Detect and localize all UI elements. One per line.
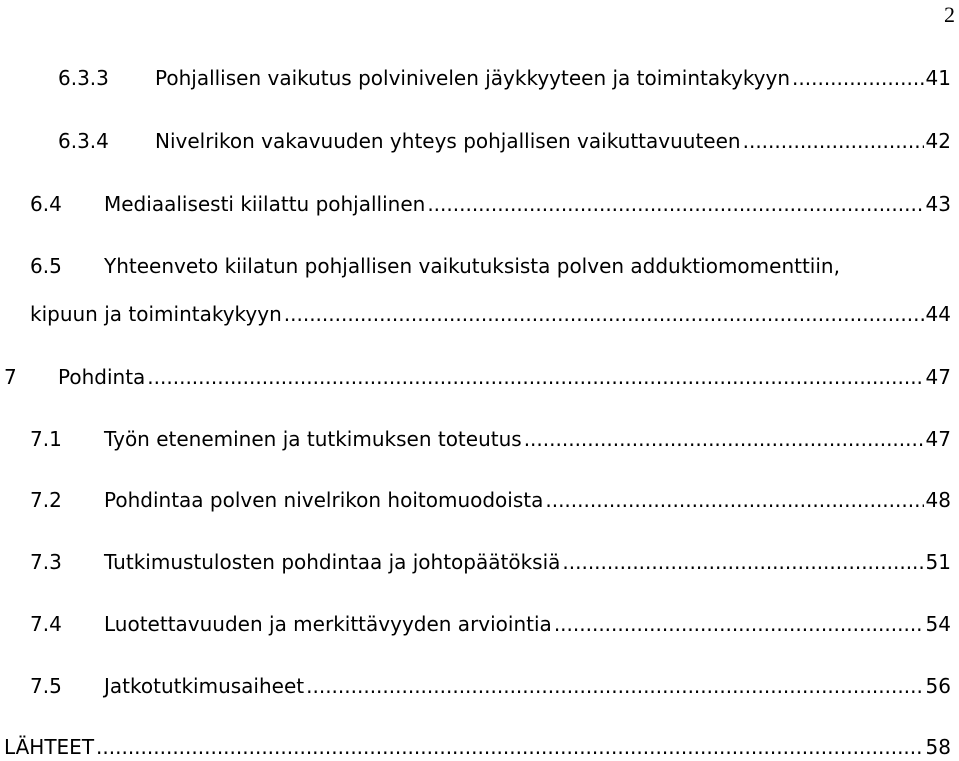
- toc-dot-leader: [545, 486, 923, 514]
- toc-entry-7-4[interactable]: [30, 610, 951, 638]
- toc-entry-number: 7.4: [30, 612, 62, 636]
- toc-entry-title: Pohdintaa polven nivelrikon hoitomuodoista: [104, 488, 544, 512]
- toc-entry-page: 54: [925, 612, 951, 636]
- toc-dot-leader: [524, 425, 924, 453]
- toc-dot-leader: [562, 548, 923, 576]
- toc-entry-7-1[interactable]: [30, 425, 951, 453]
- toc-entry-number: 6.4: [30, 192, 62, 216]
- toc-entry-number: 6.3.3: [58, 66, 109, 90]
- toc-entry-7-3[interactable]: [30, 548, 951, 576]
- toc-entry-page: 41: [925, 66, 951, 90]
- toc-entry-number: 7.5: [30, 674, 62, 698]
- toc-entry-title: Pohjallisen vaikutus polvinivelen jäykkyyteen ja toimintakykyyn: [155, 66, 791, 90]
- toc-entry-page: 48: [925, 488, 951, 512]
- toc-entry-title: Jatkotutkimusaiheet: [104, 674, 305, 698]
- toc-entry-6-3-4[interactable]: [58, 127, 951, 155]
- toc-entry-6-5-line1[interactable]: [30, 252, 840, 280]
- toc-entry-6-3-3[interactable]: [58, 64, 951, 92]
- toc-entry-number: 7.1: [30, 427, 62, 451]
- toc-entry-page: 44: [925, 302, 951, 326]
- toc-entry-6-4[interactable]: [30, 190, 951, 218]
- toc-entry-number: 7.3: [30, 550, 62, 574]
- toc-entry-title: Työn eteneminen ja tutkimuksen toteutus: [104, 427, 522, 451]
- toc-dot-leader: [306, 672, 923, 700]
- toc-dot-leader: [743, 127, 924, 155]
- toc-entry-title: Yhteenveto kiilatun pohjallisen vaikutuksista polven adduktiomomenttiin,: [104, 254, 840, 278]
- toc-dot-leader: [284, 300, 924, 328]
- toc-entry-page: 51: [925, 550, 951, 574]
- toc-dot-leader: [554, 610, 924, 638]
- toc-entry-6-5-line2[interactable]: [30, 300, 951, 328]
- toc-entry-title: Luotettavuuden ja merkittävyyden arviointia: [104, 612, 552, 636]
- toc-entry-7-2[interactable]: [30, 486, 951, 514]
- toc-entry-title: Tutkimustulosten pohdintaa ja johtopäätöksiä: [104, 550, 561, 574]
- toc-dot-leader: [147, 363, 923, 391]
- toc-dot-leader: [427, 190, 923, 218]
- toc-entry-page: 47: [925, 365, 951, 389]
- toc-entry-number: 6.3.4: [58, 129, 109, 153]
- toc-entry-page: 47: [925, 427, 951, 451]
- toc-entry-title: Mediaalisesti kiilattu pohjallinen: [104, 192, 426, 216]
- toc-entry-page: 56: [925, 674, 951, 698]
- toc-entry-page: 58: [925, 735, 951, 759]
- toc-entry-page: 42: [925, 129, 951, 153]
- toc-entry-7[interactable]: [4, 363, 951, 391]
- toc-entry-title: LÄHTEET: [4, 735, 95, 759]
- toc-dot-leader: [792, 64, 924, 92]
- toc-entry-number: 6.5: [30, 254, 62, 278]
- toc-entry-7-5[interactable]: [30, 672, 951, 700]
- page-number: 2: [944, 2, 955, 27]
- toc-entry-title-continued: kipuun ja toimintakykyyn: [30, 302, 282, 326]
- toc-entry-page: 43: [925, 192, 951, 216]
- toc-entry-number: 7: [4, 365, 17, 389]
- toc-entry-title: Pohdinta: [58, 365, 146, 389]
- toc-entry-number: 7.2: [30, 488, 62, 512]
- toc-entry-title: Nivelrikon vakavuuden yhteys pohjallisen vaikuttavuuteen: [155, 129, 741, 153]
